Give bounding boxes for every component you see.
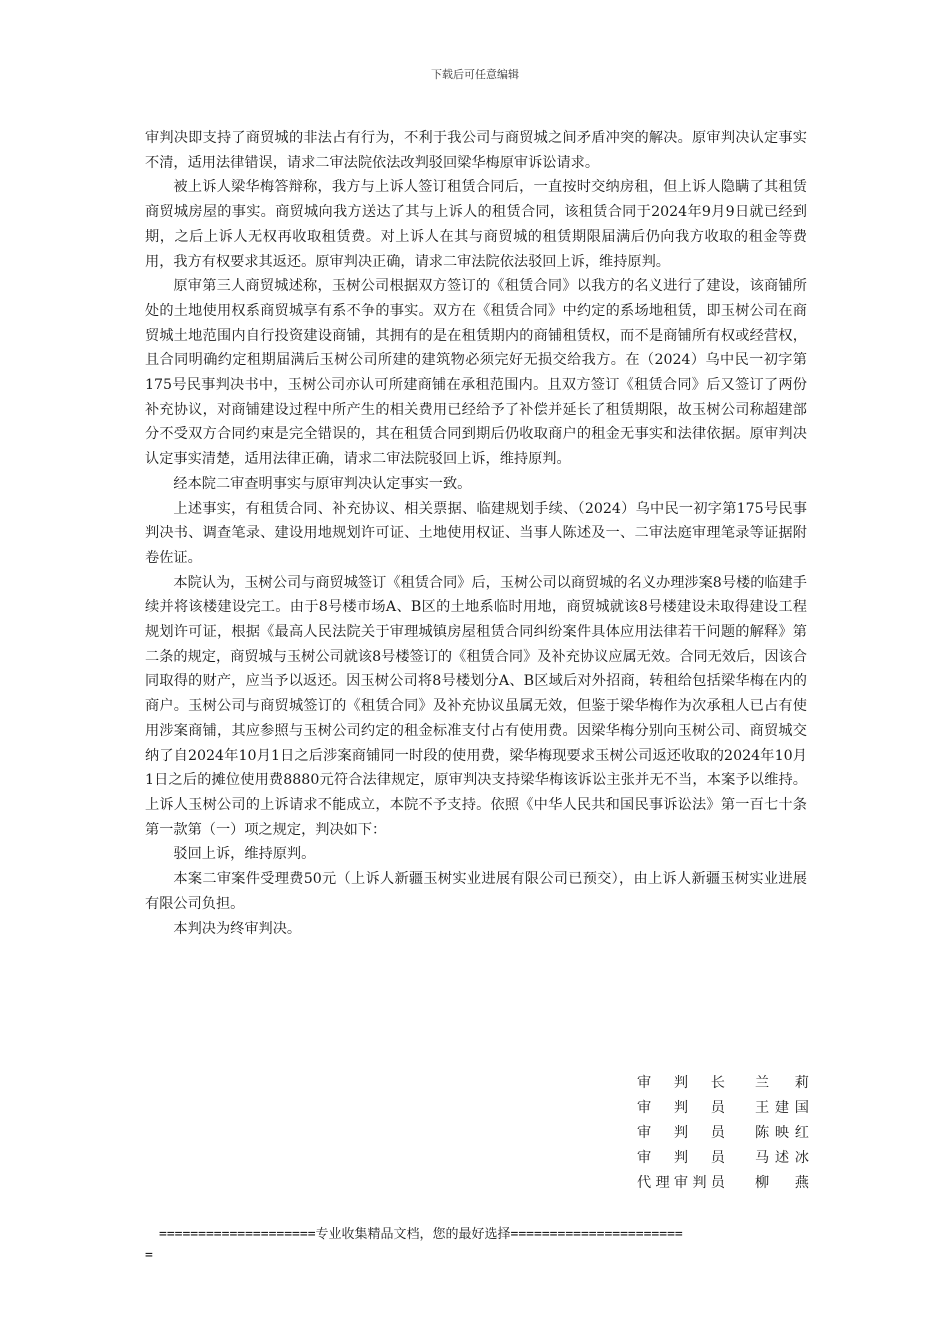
paragraph-facts-found: 经本院二审查明事实与原审判决认定事实一致。 (173, 475, 472, 492)
signature-title: 审判员 (637, 1150, 725, 1166)
signature-title: 审判员 (637, 1125, 725, 1141)
paragraph-appellee-reply: 被上诉人梁华梅答辩称，我方与上诉人签订租赁合同后，一直按时交纳房租，但上诉人隐瞒了其租赁商贸城房屋的事实。商贸城向我方送达了其与上诉人的租赁合同，该租赁合同于2024年9月9日就已经到期，之后上诉人无权再收取租赁费。对上诉人在其与商贸城的租赁期限届满后仍向我方收取的租金等费用，我方有权要求其返还。原审判决正确，请求二审法院依法驳回上诉，维持原判。 (145, 179, 807, 270)
paragraph-evidence: 上述事实，有租赁合同、补充协议、相关票据、临建规划手续、（2024）乌中民一初字第175号民事判决书、调查笔录、建设用地规划许可证、土地使用权证、当事人陈述及一、二审法庭审理笔录等证据附卷佐证。 (145, 500, 807, 566)
footer-banner: ====================专业收集精品文档，您的最好选择====================== (159, 1227, 683, 1242)
paragraph-final-judgment: 本判决为终审判决。 (173, 920, 302, 937)
paragraph-court-opinion: 本院认为，玉树公司与商贸城签订《租赁合同》后，玉树公司以商贸城的名义办理涉案8号楼的临建手续并将该楼建设完工。由于8号楼市场A、B区的土地系临时用地，商贸城就该8号楼建设未取得建设工程规划许可证，根据《最高人民法院关于审理城镇房屋租赁合同纠纷案件具体应用法律若干问题的解释》第二条的规定，商贸城与玉树公司就该8号楼签订的《租赁合同》及补充协议应属无效。合同无效后，因该合同取得的财产，应当予以返还。因玉树公司将8号楼划分A、B区域后对外招商，转租给包括梁华梅在内的商户。玉树公司与商贸城签订的《租赁合同》及补充协议虽属无效，但鉴于梁华梅作为次承租人已占有使用涉案商铺，其应参照与玉树公司约定的租金标准支付占有使用费。因梁华梅分别向玉树公司、商贸城交纳了自2024年10月1日之后涉案商铺同一时段的使用费，梁华梅现要求玉树公司返还收取的2024年10月1日之后的摊位使用费8880元符合法律规定，原审判决支持梁华梅该诉讼主张并无不当，本案予以维持。上诉人玉树公司的上诉请求不能成立，本院不予支持。依照《中华人民共和国民事诉讼法》第一百七十条第一款第（一）项之规定，判决如下： (145, 574, 807, 838)
signature-row (637, 1121, 809, 1146)
page-header: 下载后可任意编辑 (431, 68, 519, 81)
signature-name: 马述冰 (755, 1150, 809, 1166)
paragraph-verdict: 驳回上诉，维持原判。 (173, 846, 316, 863)
signature-name: 陈映红 (755, 1125, 809, 1141)
page-footer (145, 1224, 809, 1266)
paragraph-appellant-end: 审判决即支持了商贸城的非法占有行为，不利于我公司与商贸城之间矛盾冲突的解决。原审判决认定事实不清，适用法律错误，请求二审法院依法改判驳回梁华梅原审诉讼请求。 (145, 130, 807, 171)
signature-row (637, 1146, 809, 1171)
document-body (145, 126, 807, 941)
signature-title: 审判员 (637, 1100, 725, 1116)
signature-row (637, 1071, 809, 1096)
signature-row (637, 1096, 809, 1121)
paragraph-court-fee: 本案二审案件受理费50元（上诉人新疆玉树实业进展有限公司已预交），由上诉人新疆玉树实业进展有限公司负担。 (145, 871, 807, 912)
signature-row (637, 1171, 809, 1196)
signature-title: 代理审判员 (637, 1175, 725, 1191)
signature-title: 审判长 (637, 1075, 725, 1091)
signature-name: 王建国 (755, 1100, 809, 1116)
signature-name: 柳燕 (755, 1175, 809, 1191)
paragraph-third-party-statement: 原审第三人商贸城述称，玉树公司根据双方签订的《租赁合同》以我方的名义进行了建设，该商铺所处的土地使用权系商贸城享有系不争的事实。双方在《租赁合同》中约定的系场地租赁，即玉树公司在商贸城土地范围内自行投资建设商铺，其拥有的是在租赁期内的商铺租赁权，而不是商铺所有权或经营权，且合同明确约定租期届满后玉树公司所建的建筑物必须完好无损交给我方。在（2024）乌中民一初字第175号民事判决书中，玉树公司亦认可所建商铺在承租范围内。且双方签订《租赁合同》后又签订了两份补充协议，对商铺建设过程中所产生的相关费用已经给予了补偿并延长了租赁期限，故玉树公司称超建部分不受双方合同约束是完全错误的，其在租赁合同到期后仍收取商户的租金无事实和法律依据。原审判决认定事实清楚，适用法律正确，请求二审法院驳回上诉，维持原判。 (145, 278, 807, 468)
signature-name: 兰莉 (755, 1075, 809, 1091)
signature-block (637, 1071, 809, 1196)
footer-overflow: = (145, 1248, 153, 1263)
